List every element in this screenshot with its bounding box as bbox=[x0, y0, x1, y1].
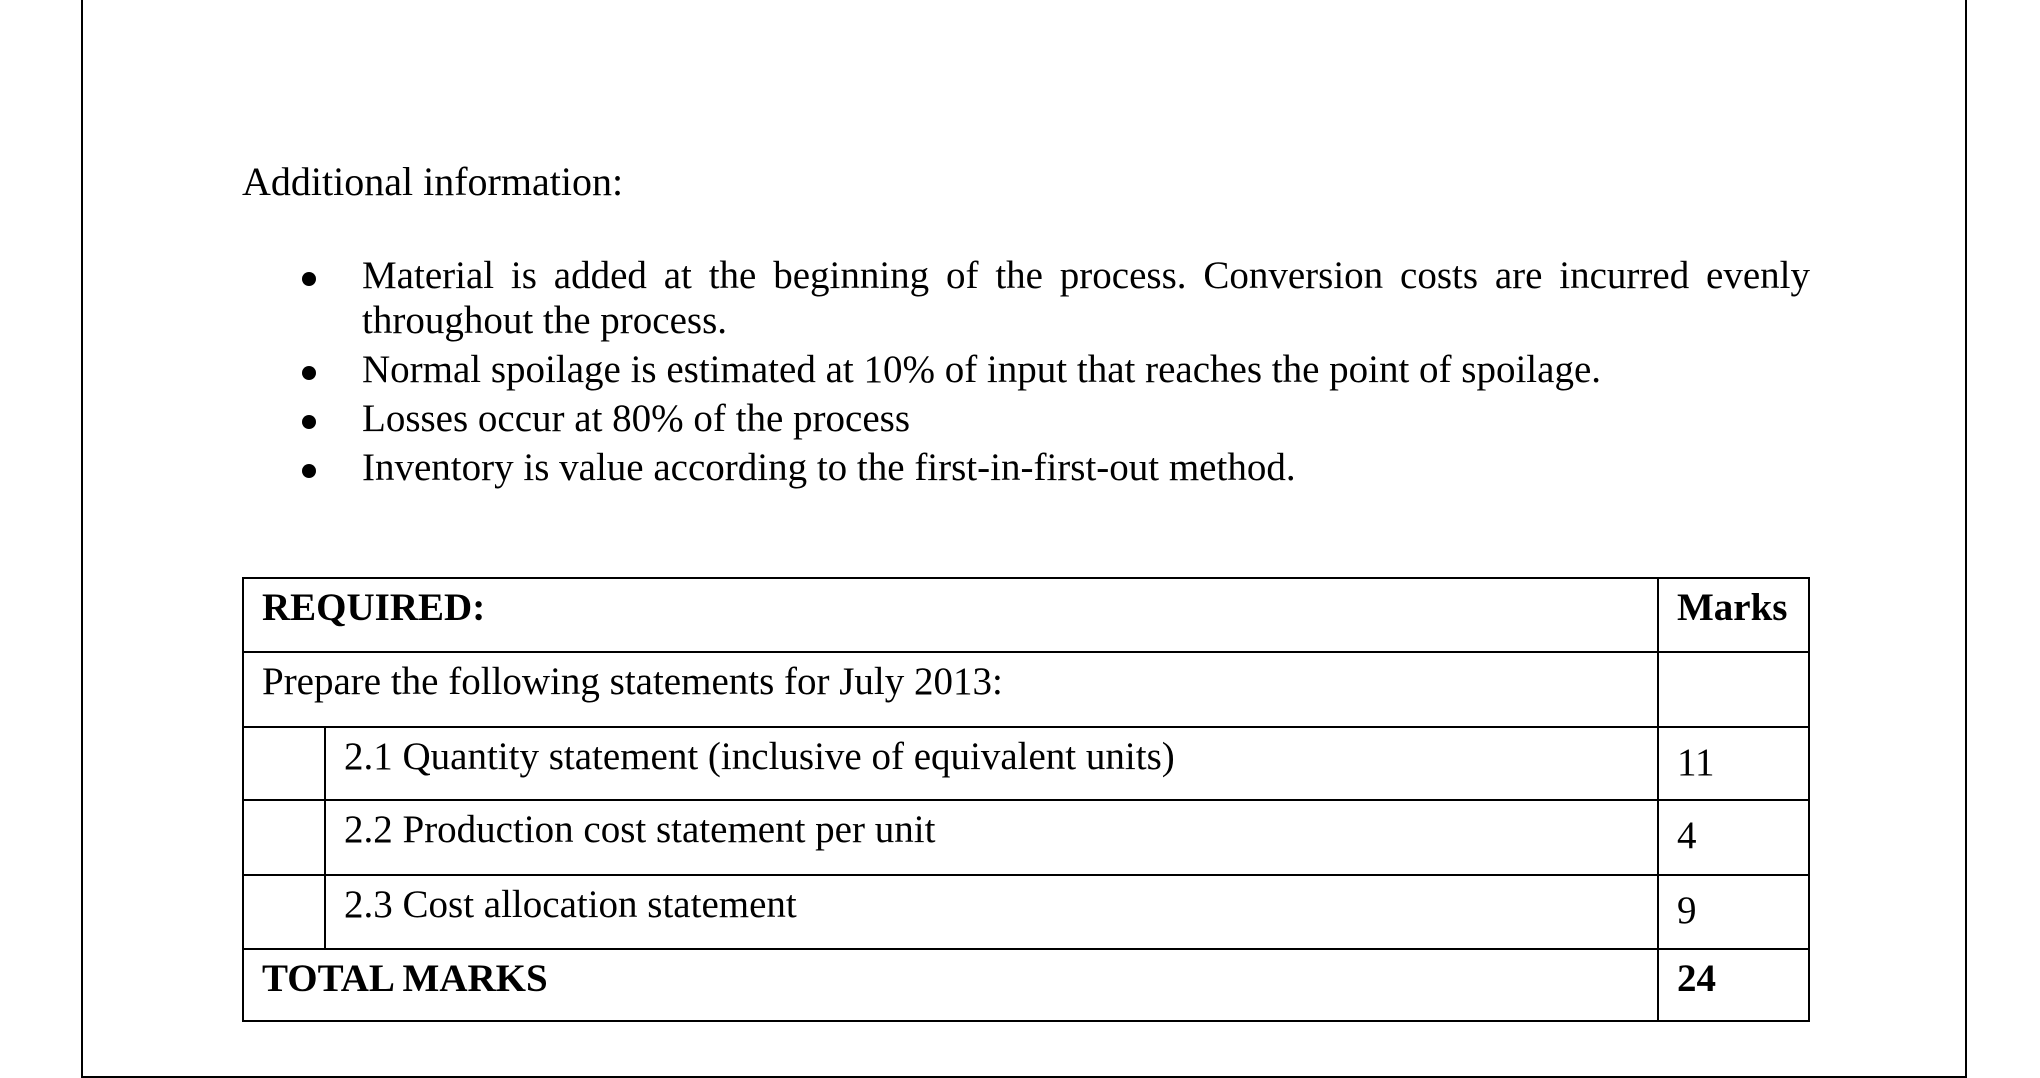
item-label: 2.2 Production cost statement per unit bbox=[325, 800, 1658, 875]
item-marks: 4 bbox=[1658, 800, 1809, 875]
marks-header: Marks bbox=[1658, 578, 1809, 652]
total-marks: 24 bbox=[1658, 949, 1809, 1021]
list-item bbox=[242, 253, 1810, 343]
required-label: REQUIRED: bbox=[243, 578, 1658, 652]
list-item bbox=[242, 347, 1810, 392]
bullet-icon bbox=[302, 272, 316, 286]
item-label: 2.3 Cost allocation statement bbox=[325, 875, 1658, 949]
list-item-text: Normal spoilage is estimated at 10% of input that reaches the point of spoilage. bbox=[362, 348, 1602, 391]
required-table bbox=[242, 577, 1810, 1022]
list-item-text: Losses occur at 80% of the process bbox=[362, 397, 910, 440]
indent-cell bbox=[243, 727, 325, 800]
info-list bbox=[242, 253, 1810, 494]
intro-text: Prepare the following statements for July 2013: bbox=[243, 652, 1658, 727]
list-item bbox=[242, 445, 1810, 490]
indent-cell bbox=[243, 875, 325, 949]
item-label: 2.1 Quantity statement (inclusive of equivalent units) bbox=[325, 727, 1658, 800]
section-heading: Additional information: bbox=[242, 159, 624, 204]
item-marks: 11 bbox=[1658, 727, 1809, 800]
item-marks: 9 bbox=[1658, 875, 1809, 949]
bullet-icon bbox=[302, 415, 316, 429]
bullet-icon bbox=[302, 464, 316, 478]
table-header-row bbox=[243, 578, 1809, 652]
table-row bbox=[243, 875, 1809, 949]
list-item-text: Material is added at the beginning of the process. Conversion costs are incurred evenly throughout the process. bbox=[362, 254, 1810, 342]
total-row bbox=[243, 949, 1809, 1021]
total-label: TOTAL MARKS bbox=[243, 949, 1658, 1021]
indent-cell bbox=[243, 800, 325, 875]
table-row bbox=[243, 727, 1809, 800]
table-row bbox=[243, 652, 1809, 727]
table-row bbox=[243, 800, 1809, 875]
bullet-icon bbox=[302, 366, 316, 380]
empty-marks-cell bbox=[1658, 652, 1809, 727]
list-item bbox=[242, 396, 1810, 441]
list-item-text: Inventory is value according to the first-in-first-out method. bbox=[362, 446, 1296, 489]
